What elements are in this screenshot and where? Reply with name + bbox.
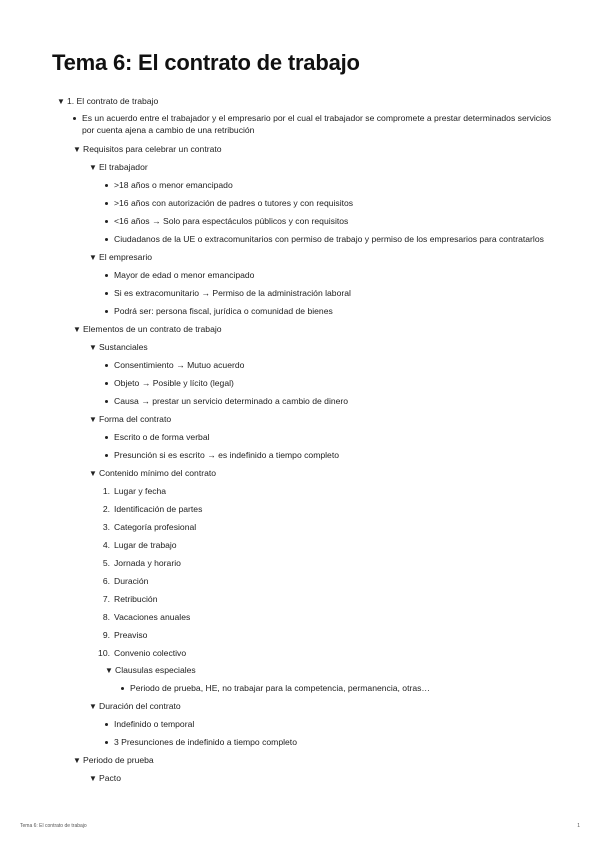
list-item: Si es extracomunitario → Permiso de la administración laboral <box>114 288 351 298</box>
list-item: Vacaciones anuales <box>114 612 191 622</box>
toggle-label: El empresario <box>99 252 153 262</box>
bullet-icon <box>105 454 108 457</box>
triangle-down-icon: ▼ <box>73 325 81 334</box>
list-item: Identificación de partes <box>114 504 203 514</box>
list-item: Duración <box>114 576 149 586</box>
triangle-down-icon: ▼ <box>89 343 97 352</box>
list-number: 3. <box>102 522 110 532</box>
toggle-label: Contenido mínimo del contrato <box>99 468 217 478</box>
list-number: 5. <box>102 558 110 568</box>
toggle-label: Clausulas especiales <box>115 665 196 675</box>
bullet-icon <box>105 274 108 277</box>
bullet-icon <box>105 741 108 744</box>
list-item: Podrá ser: persona fiscal, jurídica o comunidad de bienes <box>114 306 333 316</box>
bullet-icon <box>105 382 108 385</box>
list-number: 2. <box>102 504 110 514</box>
toggle-contenido[interactable] <box>89 467 216 480</box>
bullet-icon <box>105 436 108 439</box>
list-item: Convenio colectivo <box>114 648 187 658</box>
triangle-down-icon: ▼ <box>89 702 97 711</box>
toggle-clausulas[interactable] <box>105 664 196 677</box>
triangle-down-icon: ▼ <box>89 774 97 783</box>
triangle-down-icon: ▼ <box>57 97 65 106</box>
toggle-periodo-prueba[interactable] <box>73 754 154 767</box>
bullet-icon <box>105 220 108 223</box>
triangle-down-icon: ▼ <box>105 666 113 675</box>
list-number: 4. <box>102 540 110 550</box>
list-item: Preaviso <box>114 630 148 640</box>
list-number: 8. <box>102 612 110 622</box>
list-item-definition: Es un acuerdo entre el trabajador y el empresario por el cual el trabajador se compromete a prestar determinados servicios por cuenta ajena a cambio de una retribución <box>82 113 552 135</box>
bullet-icon <box>121 687 124 690</box>
toggle-pacto[interactable] <box>89 772 121 785</box>
bullet-icon <box>105 238 108 241</box>
bullet-icon <box>105 723 108 726</box>
toggle-duracion[interactable] <box>89 700 181 713</box>
bullet-icon <box>105 310 108 313</box>
list-item: <16 años → Solo para espectáculos públicos y con requisitos <box>114 216 349 226</box>
bullet-icon <box>105 202 108 205</box>
list-item: Jornada y horario <box>114 558 181 568</box>
list-item: Ciudadanos de la UE o extracomunitarios con permiso de trabajo y permiso de los empresarios para contratarlos <box>114 234 544 244</box>
toggle-label: Requisitos para celebrar un contrato <box>83 144 222 154</box>
footer-title: Tema 6: El contrato de trabajo <box>20 823 87 829</box>
toggle-elementos[interactable] <box>73 323 222 336</box>
list-item: Consentimiento → Mutuo acuerdo <box>114 360 245 370</box>
bullet-icon <box>105 184 108 187</box>
list-item: Retribución <box>114 594 158 604</box>
triangle-down-icon: ▼ <box>73 145 81 154</box>
list-number: 9. <box>102 630 110 640</box>
list-item: Escrito o de forma verbal <box>114 432 210 442</box>
triangle-down-icon: ▼ <box>89 415 97 424</box>
list-item: Periodo de prueba, HE, no trabajar para la competencia, permanencia, otras… <box>130 683 430 693</box>
list-item: Objeto → Posible y lícito (legal) <box>114 378 234 388</box>
toggle-section-1[interactable] <box>57 95 158 108</box>
toggle-requisitos[interactable] <box>73 143 222 156</box>
toggle-empresario[interactable] <box>89 251 152 264</box>
list-number: 1. <box>102 486 110 496</box>
triangle-down-icon: ▼ <box>89 253 97 262</box>
list-item: 3 Presunciones de indefinido a tiempo completo <box>114 737 297 747</box>
toggle-label: 1. El contrato de trabajo <box>67 96 159 106</box>
list-item: Lugar y fecha <box>114 486 167 496</box>
list-number: 10. <box>98 648 110 658</box>
list-item: Causa → prestar un servicio determinado a cambio de dinero <box>114 396 349 406</box>
list-item: Lugar de trabajo <box>114 540 177 550</box>
toggle-label: Pacto <box>99 773 121 783</box>
bullet-icon <box>105 400 108 403</box>
toggle-label: Elementos de un contrato de trabajo <box>83 324 222 334</box>
bullet-icon <box>105 364 108 367</box>
list-item: Mayor de edad o menor emancipado <box>114 270 255 280</box>
list-number: 6. <box>102 576 110 586</box>
toggle-forma[interactable] <box>89 413 171 426</box>
toggle-label: El trabajador <box>99 162 148 172</box>
toggle-trabajador[interactable] <box>89 161 148 174</box>
bullet-icon <box>105 292 108 295</box>
toggle-label: Periodo de prueba <box>83 755 154 765</box>
triangle-down-icon: ▼ <box>89 469 97 478</box>
list-item: Presunción si es escrito → es indefinido a tiempo completo <box>114 450 339 460</box>
page-title: Tema 6: El contrato de trabajo <box>52 50 360 75</box>
list-number: 7. <box>102 594 110 604</box>
toggle-label: Duración del contrato <box>99 701 181 711</box>
toggle-label: Forma del contrato <box>99 414 172 424</box>
list-item: >18 años o menor emancipado <box>114 180 233 190</box>
triangle-down-icon: ▼ <box>73 756 81 765</box>
toggle-label: Sustanciales <box>99 342 148 352</box>
list-item: >16 años con autorización de padres o tutores y con requisitos <box>114 198 354 208</box>
list-item: Indefinido o temporal <box>114 719 195 729</box>
bullet-icon <box>73 117 76 120</box>
list-item: Categoría profesional <box>114 522 197 532</box>
toggle-sustanciales[interactable] <box>89 341 148 354</box>
triangle-down-icon: ▼ <box>89 163 97 172</box>
footer-page-number: 1 <box>577 823 580 829</box>
